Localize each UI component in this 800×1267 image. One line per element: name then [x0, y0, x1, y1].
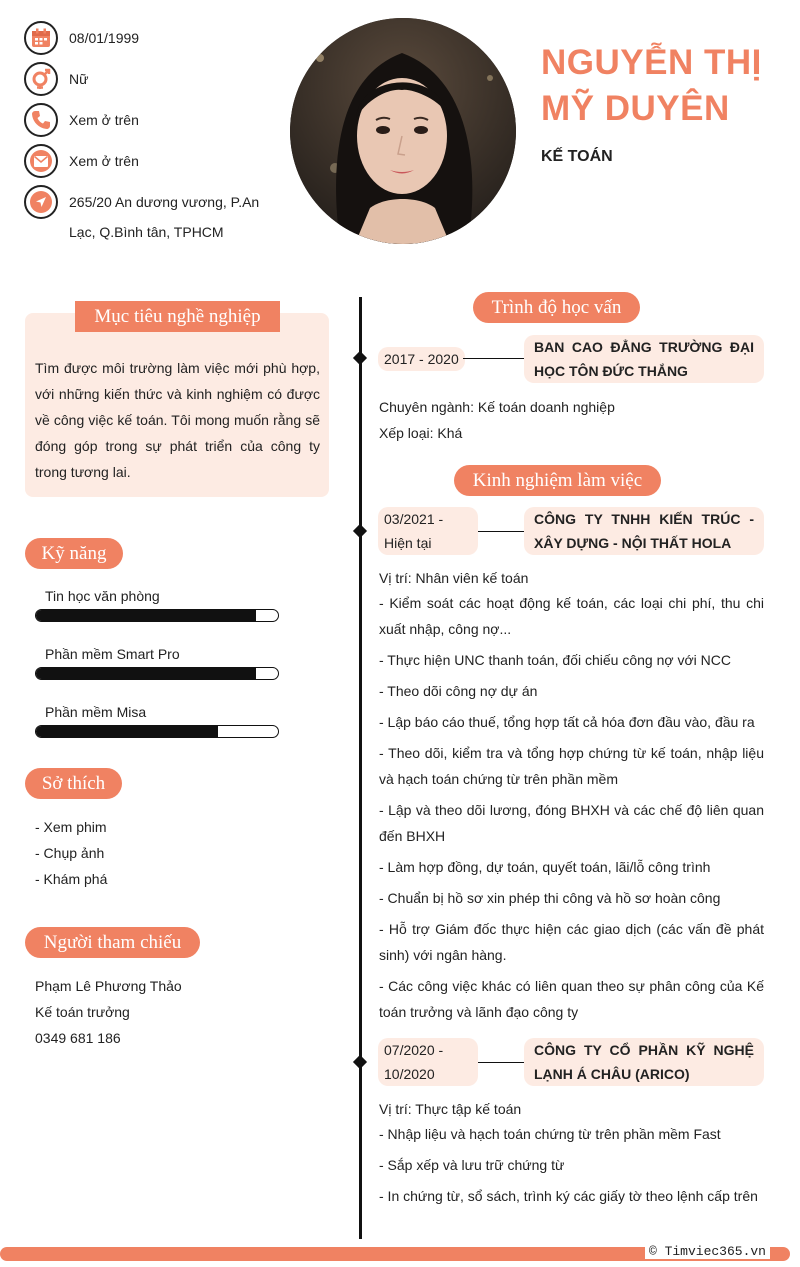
job-duty: - Hỗ trợ Giám đốc thực hiện các giao dịch (các vấn đề phát sinh) với ngân hàng.: [379, 921, 764, 963]
timeline-marker: [353, 524, 367, 538]
job-duty: - Chuẩn bị hồ sơ xin phép thi công và hồ sơ hoàn công: [379, 890, 721, 906]
reference-phone: 0349 681 186: [35, 1030, 121, 1046]
timeline-marker: [353, 351, 367, 365]
education-line: Chuyên ngành: Kế toán doanh nghiệp: [379, 399, 615, 415]
candidate-name: NGUYỄN THỊ MỸ DUYÊN: [541, 43, 762, 128]
contact-birthday: [24, 21, 269, 55]
skill-bar: [35, 667, 279, 680]
gender-icon: [24, 62, 58, 96]
skill-label: Phần mềm Smart Pro: [45, 646, 180, 662]
job-date: 03/2021 - Hiện tại: [378, 507, 478, 555]
timeline-connector: [463, 358, 524, 359]
email-icon: [24, 144, 58, 178]
experience-heading: Kinh nghiệm làm việc: [454, 465, 661, 496]
hobbies-heading: Sở thích: [25, 768, 122, 799]
job-duty: - Theo dõi, kiểm tra và tổng hợp chứng từ kế toán, nhập liệu và hạch toán chứng từ trên phần mềm: [379, 745, 764, 787]
job-role: Vị trí: Thực tập kế toán: [379, 1101, 522, 1117]
contact-email: [24, 144, 269, 178]
calendar-icon: [24, 21, 58, 55]
job-role: Vị trí: Nhân viên kế toán: [379, 570, 529, 586]
skills-heading: Kỹ năng: [25, 538, 123, 569]
job-date: 07/2020 - 10/2020: [378, 1038, 478, 1086]
job-details: [379, 1097, 764, 1209]
reference-block: [35, 973, 182, 1051]
objective-heading: Mục tiêu nghề nghiệp: [75, 301, 280, 332]
address-text: 265/20 An dương vương, P.An Lạc, Q.Bình tân, TPHCM: [69, 194, 260, 240]
job-duty: - Các công việc khác có liên quan theo sự phân công của Kế toán trưởng và lãnh đạo công ty: [379, 978, 764, 1020]
job-company: CÔNG TY CỔ PHẦN KỸ NGHỆ LẠNH Á CHÂU (ARICO): [524, 1038, 764, 1086]
job-details: [379, 566, 764, 1025]
list-item: - Chụp ảnh: [35, 845, 105, 861]
timeline-connector: [478, 1062, 524, 1063]
skill-label: Phần mềm Misa: [45, 704, 147, 720]
location-icon: [24, 185, 58, 219]
timeline-connector: [478, 531, 524, 532]
hobbies-list: [35, 814, 107, 892]
job-duty: - Kiểm soát các hoạt động kế toán, các loại chi phí, thu chi xuất nhập, công nợ...: [379, 595, 764, 637]
job-title: KẾ TOÁN: [541, 148, 613, 165]
job-duty: - In chứng từ, sổ sách, trình ký các giấy tờ theo lệnh cấp trên: [379, 1188, 758, 1204]
education-date: 2017 - 2020: [378, 347, 465, 371]
birthday-text: 08/01/1999: [69, 30, 140, 46]
gender-text: Nữ: [69, 71, 89, 87]
phone-icon: [24, 103, 58, 137]
objective-text: Tìm được môi trường làm việc mới phù hợp, với những kiến thức và kinh nghiệm có được về công việc kế toán. Tôi mong muốn rằng sẽ đóng góp trong sự phát triển của công ty trong tương lai.: [35, 360, 320, 480]
skill-label: Tin học văn phòng: [45, 588, 160, 604]
email-text: Xem ở trên: [69, 153, 139, 169]
job-duty: - Làm hợp đồng, dự toán, quyết toán, lãi/lỗ công trình: [379, 859, 711, 875]
education-details: [379, 394, 764, 446]
skill-bar: [35, 725, 279, 738]
list-item: - Khám phá: [35, 871, 108, 887]
education-line: Xếp loại: Khá: [379, 425, 463, 441]
contact-phone: [24, 103, 269, 137]
job-duty: - Nhập liệu và hạch toán chứng từ trên phần mềm Fast: [379, 1126, 721, 1142]
education-heading: Trình độ học vấn: [473, 292, 640, 323]
list-item: - Xem phim: [35, 819, 107, 835]
job-duty: - Theo dõi công nợ dự án: [379, 683, 538, 699]
skill-fill: [36, 726, 218, 737]
job-duty: - Lập và theo dõi lương, đóng BHXH và các chế độ liên quan đến BHXH: [379, 802, 764, 844]
contact-address: [24, 185, 269, 247]
footer-watermark: © Timviec365.vn: [645, 1244, 770, 1259]
job-duty: - Sắp xếp và lưu trữ chứng từ: [379, 1157, 565, 1173]
job-duty: - Lập báo cáo thuế, tổng hợp tất cả hóa đơn đầu vào, đầu ra: [379, 714, 755, 730]
reference-title: Kế toán trưởng: [35, 1004, 130, 1020]
timeline-line: [359, 297, 362, 1239]
skill-fill: [36, 668, 256, 679]
contact-gender: [24, 62, 269, 96]
reference-name: Phạm Lê Phương Thảo: [35, 978, 182, 994]
skill-fill: [36, 610, 256, 621]
job-company: CÔNG TY TNHH KIẾN TRÚC - XÂY DỰNG - NỘI THẤT HOLA: [524, 507, 764, 555]
job-duty: - Thực hiện UNC thanh toán, đối chiếu công nợ với NCC: [379, 652, 731, 668]
timeline-marker: [353, 1055, 367, 1069]
skill-bar: [35, 609, 279, 622]
education-school: BAN CAO ĐẲNG TRƯỜNG ĐẠI HỌC TÔN ĐỨC THẮNG: [524, 335, 764, 383]
reference-heading: Người tham chiếu: [25, 927, 200, 958]
phone-text: Xem ở trên: [69, 112, 139, 128]
profile-photo: [290, 18, 516, 244]
